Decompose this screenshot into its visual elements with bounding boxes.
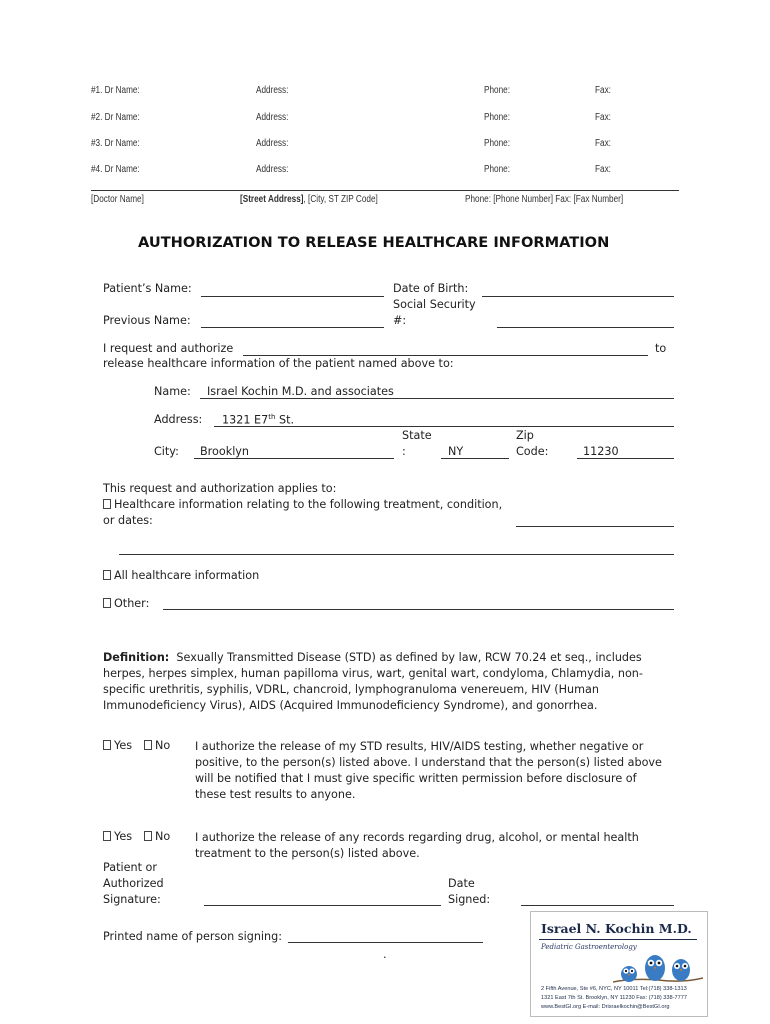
consent2-line-2: treatment to the person(s) listed above. bbox=[195, 847, 420, 860]
doctor-1-phone-label: Phone: bbox=[484, 85, 510, 96]
consent1-yes-label: Yes bbox=[114, 739, 133, 752]
definition-line-1 bbox=[103, 650, 643, 666]
request-text-line2: release healthcare information of the patient named above to: bbox=[103, 357, 454, 370]
consent1-yes[interactable] bbox=[103, 739, 132, 752]
request-to: to bbox=[655, 342, 667, 355]
doctor-2-name-label: #2. Dr Name: bbox=[91, 112, 140, 123]
signature-label-1: Patient or bbox=[103, 861, 157, 874]
ssn-label-2: #: bbox=[393, 314, 407, 327]
date-label-1: Date bbox=[448, 877, 475, 890]
doctor-3-address-label: Address: bbox=[256, 138, 289, 149]
zip-label-1: Zip bbox=[516, 429, 534, 442]
state-field[interactable] bbox=[441, 458, 509, 459]
state-value: NY bbox=[448, 445, 464, 458]
treatment-dates-field[interactable] bbox=[516, 526, 674, 527]
option-treatment[interactable] bbox=[103, 498, 502, 511]
checkbox-treatment[interactable] bbox=[103, 499, 111, 509]
doctor-2-fax-label: Fax: bbox=[595, 112, 611, 123]
consent1-line-3: will be notified that I must give specific written permission before disclosure of bbox=[195, 772, 637, 785]
definition-line-3: specific urethritis, syphilis, VDRL, chancroid, lymphogranuloma venereuem, HIV (Human bbox=[103, 683, 599, 696]
definition-line-4: Immunodeficiency Virus), AIDS (Acquired Immunodeficiency Syndrome), and gonorrhea. bbox=[103, 699, 598, 712]
zip-field[interactable] bbox=[577, 458, 674, 459]
consent1-line-4: these test results to anyone. bbox=[195, 788, 356, 801]
doctor-4-name-label: #4. Dr Name: bbox=[91, 164, 140, 175]
doctor-4-address-label: Address: bbox=[256, 164, 289, 175]
option-treatment-label-2: or dates: bbox=[103, 514, 153, 527]
recipient-address-label: Address: bbox=[154, 413, 203, 426]
consent2-no[interactable] bbox=[144, 830, 170, 843]
date-label-2: Signed: bbox=[448, 893, 491, 906]
consent1-yes-checkbox[interactable] bbox=[103, 740, 111, 750]
ssn-label-1: Social Security bbox=[393, 298, 476, 311]
logo-address-2: 1321 East 7th St. Brooklyn, NY 11230 Fax: (718) 338-7777 bbox=[541, 995, 687, 1001]
signature-label-2: Authorized bbox=[103, 877, 164, 890]
option-other-label: Other: bbox=[114, 597, 150, 610]
doctor-3-fax-label: Fax: bbox=[595, 138, 611, 149]
consent1-no-checkbox[interactable] bbox=[144, 740, 152, 750]
recipient-name-value: Israel Kochin M.D. and associates bbox=[207, 385, 394, 398]
consent2-yes-checkbox[interactable] bbox=[103, 831, 111, 841]
signature-label bbox=[103, 860, 164, 908]
consent2-text bbox=[195, 830, 639, 862]
recipient-name-field[interactable] bbox=[200, 398, 674, 399]
option-other[interactable] bbox=[103, 597, 149, 610]
zip-value: 11230 bbox=[583, 445, 619, 458]
previous-name-field[interactable] bbox=[201, 327, 384, 328]
definition-paragraph bbox=[103, 650, 643, 714]
definition-label: Definition: bbox=[103, 651, 170, 664]
authorize-party-field[interactable] bbox=[243, 355, 648, 356]
address-value-main: 1321 E7 bbox=[222, 413, 269, 427]
consent2-line-1: I authorize the release of any records regarding drug, alcohol, or mental health bbox=[195, 831, 639, 844]
doctor-name-placeholder: [Doctor Name] bbox=[91, 194, 144, 205]
logo-doctor-name: Israel N. Kochin M.D. bbox=[541, 921, 692, 936]
logo-rule bbox=[539, 939, 697, 940]
city-field[interactable] bbox=[194, 458, 394, 459]
city-placeholder: , [City, ST ZIP Code] bbox=[303, 194, 378, 205]
patient-name-field[interactable] bbox=[201, 296, 384, 297]
doctor-3-name-label: #3. Dr Name: bbox=[91, 138, 140, 149]
printed-name-label: Printed name of person signing: bbox=[103, 930, 282, 943]
recipient-name-label: Name: bbox=[154, 385, 191, 398]
doctor-3-phone-label: Phone: bbox=[484, 138, 510, 149]
applies-heading: This request and authorization applies to: bbox=[103, 482, 337, 495]
date-signed-label bbox=[448, 876, 490, 908]
previous-name-label: Previous Name: bbox=[103, 314, 191, 327]
owls-icon bbox=[613, 950, 703, 984]
state-label-1: State bbox=[402, 429, 432, 442]
consent2-no-label: No bbox=[155, 830, 171, 843]
consent1-line-1: I authorize the release of my STD results, HIV/AIDS testing, whether negative or bbox=[195, 740, 644, 753]
doctor-4-fax-label: Fax: bbox=[595, 164, 611, 175]
doctor-1-address-label: Address: bbox=[256, 85, 289, 96]
ssn-field[interactable] bbox=[497, 327, 674, 328]
dob-field[interactable] bbox=[482, 296, 674, 297]
logo-subtitle: Pediatric Gastroenterology bbox=[541, 943, 637, 951]
consent1-line-2: positive, to the person(s) listed above. I understand that the person(s) listed above bbox=[195, 756, 662, 769]
trailing-dot: . bbox=[383, 948, 387, 961]
recipient-address-value bbox=[222, 413, 294, 427]
zip-label-2: Code: bbox=[516, 445, 549, 458]
practice-logo bbox=[530, 911, 708, 1017]
logo-address-1: 2 Fifth Avenue, Ste #6, NYC, NY 10011 Tel:(718) 338-1313 bbox=[541, 986, 687, 992]
other-field[interactable] bbox=[163, 609, 674, 610]
doctor-4-phone-label: Phone: bbox=[484, 164, 510, 175]
consent2-no-checkbox[interactable] bbox=[144, 831, 152, 841]
consent1-text bbox=[195, 739, 662, 803]
patient-name-label: Patient’s Name: bbox=[103, 282, 192, 295]
address-value-suffix: St. bbox=[275, 413, 295, 427]
definition-line-2: herpes, herpes simplex, human papilloma virus, wart, genital wart, condyloma, Chlamydia, non- bbox=[103, 667, 643, 680]
phone-fax-placeholder: Phone: [Phone Number] Fax: [Fax Number] bbox=[465, 194, 624, 205]
city-value: Brooklyn bbox=[200, 445, 250, 458]
city-label: City: bbox=[154, 445, 179, 458]
date-signed-field[interactable] bbox=[521, 905, 674, 906]
street-address-bold: [Street Address] bbox=[240, 194, 304, 205]
doctor-1-fax-label: Fax: bbox=[595, 85, 611, 96]
option-all-info[interactable] bbox=[103, 569, 259, 582]
form-title: AUTHORIZATION TO RELEASE HEALTHCARE INFORMATION bbox=[138, 234, 610, 251]
printed-name-field[interactable] bbox=[288, 942, 483, 943]
checkbox-other[interactable] bbox=[103, 598, 111, 608]
signature-field[interactable] bbox=[204, 905, 441, 906]
state-label-2: : bbox=[402, 445, 406, 458]
doctor-2-phone-label: Phone: bbox=[484, 112, 510, 123]
consent1-no-label: No bbox=[155, 739, 171, 752]
option-all-info-label: All healthcare information bbox=[114, 569, 260, 582]
dob-label: Date of Birth: bbox=[393, 282, 469, 295]
address-value-superscript: th bbox=[268, 413, 276, 421]
street-address-placeholder bbox=[240, 194, 378, 205]
consent2-yes[interactable] bbox=[103, 830, 132, 843]
doctor-1-name-label: #1. Dr Name: bbox=[91, 85, 140, 96]
signature-label-3: Signature: bbox=[103, 893, 161, 906]
header-divider bbox=[91, 190, 679, 191]
consent2-yes-label: Yes bbox=[114, 830, 133, 843]
treatment-details-field[interactable] bbox=[119, 554, 674, 555]
logo-address-3: www.BestGI.org E-mail: Drisraelkochin@BestGI.org bbox=[541, 1004, 670, 1010]
consent1-no[interactable] bbox=[144, 739, 170, 752]
request-text-line1: I request and authorize bbox=[103, 342, 234, 355]
option-treatment-label: Healthcare information relating to the following treatment, condition, bbox=[114, 498, 503, 511]
definition-text-1: Sexually Transmitted Disease (STD) as defined by law, RCW 70.24 et seq., includes bbox=[176, 651, 642, 664]
checkbox-all-info[interactable] bbox=[103, 570, 111, 580]
doctor-2-address-label: Address: bbox=[256, 112, 289, 123]
